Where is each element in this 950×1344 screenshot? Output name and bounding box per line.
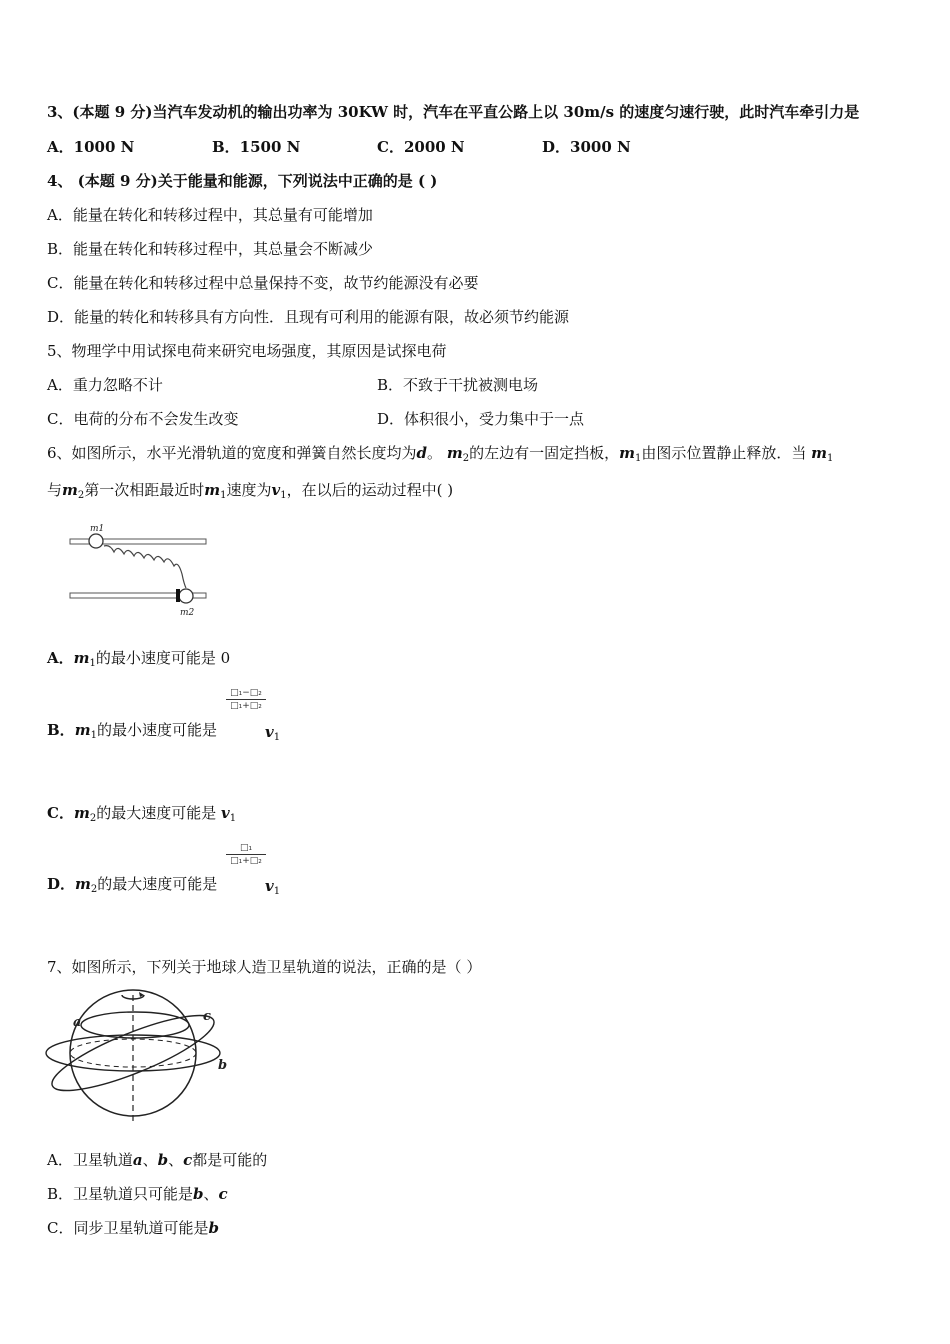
fixed-stop-plate: [176, 589, 180, 602]
q4-option-a: A．能量在转化和转移过程中，其总量有可能增加: [47, 206, 373, 224]
fig-label-a: a: [73, 1015, 82, 1030]
q3-option-d: D．3000 N: [542, 138, 631, 156]
q3-option-b: B．1500 N: [212, 138, 301, 156]
q4-option-b: B．能量在转化和转移过程中，其总量会不断减少: [47, 240, 374, 258]
q6-option-a: A．$m_1$的最小速度可能是 0: [47, 649, 231, 669]
q5-option-a: A．重力忽略不计: [47, 376, 163, 394]
q5-option-d: D．体积很小，受力集中于一点: [377, 410, 585, 428]
q6-option-c: C．$m_2$的最大速度可能是 $v_1$: [47, 804, 237, 824]
q6-stem-line1: 6、如图所示，水平光滑轨道的宽度和弹簧自然长度均为d。 $m_2$的左边有一固定挡板，$m_1$由图示位置静止释放．当 $m_1$: [47, 444, 834, 464]
mass-m2: [179, 589, 193, 603]
q7-option-c: C．同步卫星轨道可能是b: [47, 1219, 219, 1237]
q7-stem: 7、如图所示，下列关于地球人造卫星轨道的说法，正确的是（ ）: [47, 958, 482, 976]
orbit-a: [81, 1012, 189, 1038]
q6-optb-v1: $v_1$: [265, 723, 281, 743]
fig-label-m2: m2: [180, 608, 195, 618]
q6-optd-fraction: □₁ □₁+□₂: [226, 843, 266, 866]
mass-m1: [89, 534, 103, 548]
q7-option-a: A．卫星轨道a、b、c都是可能的: [47, 1151, 268, 1169]
q3-option-c: C．2000 N: [377, 138, 465, 156]
q6-stem-line2: 与$m_2$第一次相距最近时$m_1$速度为$v_1$，在以后的运动过程中( ): [47, 481, 454, 501]
fig-label-m1: m1: [90, 524, 105, 534]
fig-label-b: b: [218, 1058, 228, 1073]
q4-stem: 4、 (本题 9 分)关于能量和能源，下列说法中正确的是 ( ): [47, 172, 438, 190]
q3-stem: 3、(本题 9 分)当汽车发动机的输出功率为 30KW 时，汽车在平直公路上以 30m/s 的速度匀速行驶，此时汽车牵引力是: [47, 103, 860, 121]
q4-option-c: C．能量在转化和转移过程中总量保持不变，故节约能源没有必要: [47, 274, 479, 292]
q7-option-b: B．卫星轨道只可能是b、c: [47, 1185, 228, 1203]
q6-optb-fraction: □₁−□₂ □₁+□₂: [226, 688, 266, 711]
q5-option-c: C．电荷的分布不会发生改变: [47, 410, 239, 428]
q3-option-a: A．1000 N: [47, 138, 135, 156]
q6-option-b: B．$m_1$的最小速度可能是: [47, 721, 217, 741]
q5-option-b: B．不致于干扰被测电场: [377, 376, 539, 394]
equator-line: [70, 1039, 196, 1067]
spring-track-figure: [66, 520, 216, 620]
q5-stem: 5、物理学中用试探电荷来研究电场强度，其原因是试探电荷: [47, 342, 447, 360]
earth-orbits-figure: [40, 985, 240, 1125]
q6-option-d: D．$m_2$的最大速度可能是: [47, 875, 218, 895]
fig-label-c: c: [203, 1009, 211, 1024]
q6-optd-v1: $v_1$: [265, 877, 281, 897]
q4-option-d: D．能量的转化和转移具有方向性．且现有可利用的能源有限，故必须节约能源: [47, 308, 570, 326]
